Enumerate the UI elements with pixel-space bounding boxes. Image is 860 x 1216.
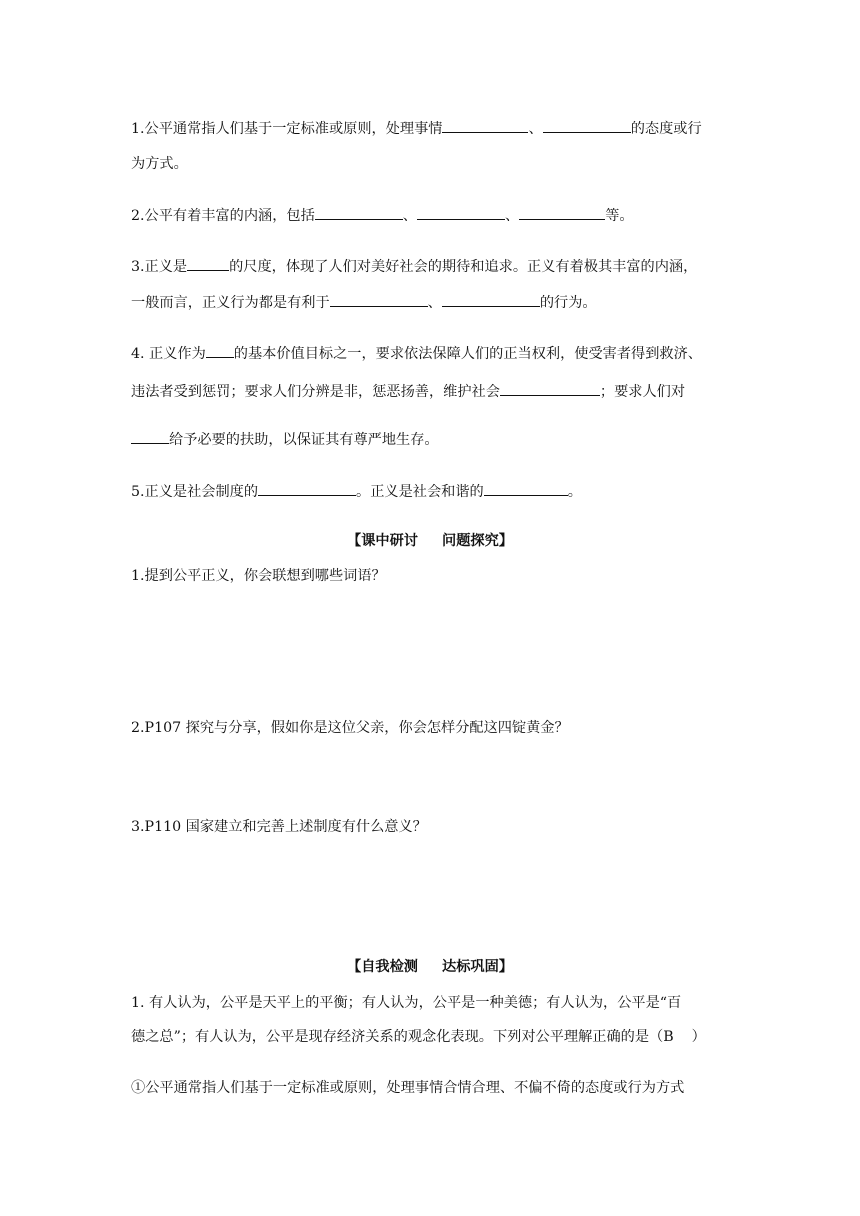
answer-blank[interactable]: [442, 292, 540, 307]
review-q4-text3: 违法者受到惩罚；要求人们分辨是非，惩恶扬善，维护社会: [131, 384, 500, 400]
review-q3-text4: 的行为。: [539, 295, 597, 311]
inclass-q3: [131, 817, 427, 837]
answer-blank[interactable]: [131, 429, 169, 444]
review-q3-text2: 的尺度，体现了人们对美好社会的期待和追求。正义有着极其丰富的内涵，: [229, 259, 698, 275]
answer-blank[interactable]: [315, 205, 403, 220]
inclass-q1: [131, 566, 386, 586]
review-q4-text1: 4. 正义作为: [131, 346, 206, 362]
selftest-q1-text1: 1. 有人认为，公平是天平上的平衡；有人认为，公平是一种美德；有人认为，公平是“百: [131, 995, 682, 1011]
review-q5-text3: 。: [567, 484, 582, 500]
answer-blank[interactable]: [258, 481, 356, 496]
review-q1-text1: 1.公平通常指人们基于一定标准或原则，处理事情: [131, 121, 443, 137]
review-q1-separator: 、: [528, 121, 543, 137]
answer-blank[interactable]: [543, 118, 631, 133]
review-q5-text2: 。正义是社会和谐的: [356, 484, 484, 500]
review-q2-line1: [131, 205, 634, 226]
review-q5-line1: [131, 481, 582, 502]
inclass-q2-text: 2.P107 探究与分享，假如你是这位父亲，你会怎样分配这四锭黄金？: [131, 720, 569, 736]
answer-blank[interactable]: [417, 205, 505, 220]
review-q3-text3: 一般而言，正义行为都是有利于: [131, 295, 330, 311]
review-q4-line1: [131, 343, 702, 364]
answer-blank[interactable]: [330, 292, 428, 307]
answer-blank[interactable]: [206, 343, 234, 358]
review-q2-text2: 等。: [605, 208, 634, 224]
section-heading-part: 问题探究】: [442, 533, 513, 549]
review-q4-text2: 的基本价值目标之一，要求依法保障人们的正当权利，使受害者得到救济、: [233, 346, 702, 362]
review-q1-text3: 为方式。: [131, 156, 188, 172]
review-q4-line3: [131, 429, 439, 450]
review-q3-line1: [131, 256, 697, 277]
review-q1-text2: 的态度或行: [630, 121, 702, 137]
review-q2-separator: 、: [505, 208, 520, 224]
inclass-q3-text: 3.P110 国家建立和完善上述制度有什么意义？: [131, 819, 427, 835]
section-heading-inclass: [0, 531, 860, 551]
answer-blank[interactable]: [500, 381, 600, 396]
section-heading-part: 【课中研讨: [347, 533, 418, 549]
answer-blank[interactable]: [187, 256, 229, 271]
section-heading-part: 【自我检测: [347, 959, 418, 975]
review-q4-text4: ；要求人们对: [599, 384, 686, 400]
review-q4-text5: 给予必要的扶助，以保证其有尊严地生存。: [169, 432, 439, 448]
section-heading-selftest: [0, 957, 860, 977]
selftest-option-1: [131, 1078, 684, 1098]
review-q1-line1: [131, 118, 702, 139]
inclass-q2: [131, 718, 569, 738]
selftest-option-1-text: ①公平通常指人们基于一定标准或原则，处理事情合情合理、不偏不倚的态度或行为方式: [131, 1080, 685, 1096]
selftest-q1-text3: ）: [691, 1029, 706, 1045]
review-q3-text1: 3.正义是: [131, 259, 188, 275]
review-q2-text1: 2.公平有着丰富的内涵，包括: [131, 208, 315, 224]
answer-blank[interactable]: [484, 481, 568, 496]
review-q1-line2: [131, 154, 188, 174]
selftest-q1-text2: 德之总”；有人认为，公平是现存经济关系的观念化表现。下列对公平理解正确的是（B: [131, 1029, 674, 1045]
selftest-q1-line1: [131, 993, 681, 1013]
section-heading-part: 达标巩固】: [442, 959, 513, 975]
review-q5-text1: 5.正义是社会制度的: [131, 484, 259, 500]
review-q2-separator: 、: [402, 208, 417, 224]
review-q4-line2: [131, 381, 685, 402]
selftest-q1-line2: [131, 1027, 706, 1047]
inclass-q1-text: 1.提到公平正义，你会联想到哪些词语？: [131, 568, 386, 584]
answer-blank[interactable]: [442, 118, 528, 133]
answer-blank[interactable]: [519, 205, 605, 220]
review-q3-separator: 、: [427, 295, 442, 311]
review-q3-line2: [131, 292, 597, 313]
